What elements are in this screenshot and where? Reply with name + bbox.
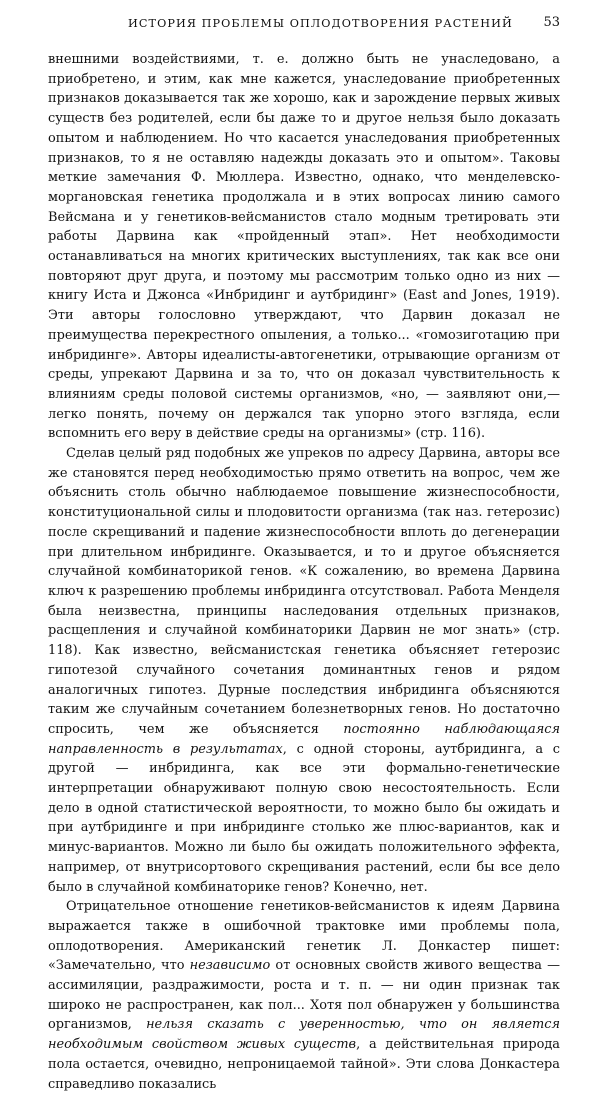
paragraph-3-text-a: Отрицательное отношение генетиков-вейсманистов к идеям Дарвина выражается также в ошибочной трактовке ими проблемы пола, оплодотворения. Американский генетик Л. Донкастер пишет: «Замечательно, что xyxy=(48,899,560,974)
paragraph-2-text-a: Сделав целый ряд подобных же упреков по адресу Дарвина, авторы все же становятся перед необходимостью прямо ответить на вопрос, чем же объяснить столь обычно наблюдаемое повышение жизнеспособности, конституциональной силы и плодовитости организма (так наз. гетерозис) после скрещиваний и падение жизнеспособности вплоть до дегенерации при длительном инбридинге. Оказывается, и то и другое объясняется случайной комбинаторикой генов. «К сожалению, во времена Дарвина ключ к разрешению проблемы инбридинга отсутствовал. Работа Менделя была неизвестна, принципы наследования отдельных признаков, расщепления и случайной комбинаторики Дарвин не мог знать» (стр. 118). Как известно, вейсманистская генетика объясняет гетерозис гипотезой случайного сочетания доминантных генов и рядом аналогичных гипотез. Дурные последствия инбридинга объясняются таким же случайным сочетанием болезнетворных генов. Но достаточно спросить, чем же объясняется xyxy=(48,446,560,737)
paragraph-2-text-b: , с одной стороны, аутбридинга, а с другой — инбридинга, как все эти формально-генетические интерпретации обнаруживают полную свою несостоятельность. Если дело в одной статистической вероятности, то можно было бы ожидать и при аутбридинге и при инбридинге столько же плюс-вариантов, как и минус-вариантов. Можно ли было бы ожидать положительного эффекта, например, от внутрисортового скрещивания растений, если бы все дело было в случайной комбинаторике генов? Конечно, нет. xyxy=(48,741,561,895)
paragraph-3 xyxy=(48,897,560,1094)
running-title: ИСТОРИЯ ПРОБЛЕМЫ ОПЛОДОТВОРЕНИЯ РАСТЕНИЙ xyxy=(128,17,513,30)
paragraph-3-text-b: от основных свойств живого вещества — ассимиляции, раздражимости, роста и т. п. — ни один признак так широко не распространен, как пол... Хотя пол обнаружен у большинства организмов, xyxy=(48,958,560,1033)
paragraph-3-emphasis-1: независимо xyxy=(189,958,271,974)
paragraph-1: внешними воздействиями, т. е. должно быть не унаследовано, а приобретено, и этим, как мне кажется, унаследование приобретенных признаков доказывается так же хорошо, как и зарождение первых живых существ без родителей, если бы даже то и другое нельзя было доказать опытом и наблюдением. Но что касается унаследования приобретенных признаков, то я не оставляю надежды доказать это и опытом». Таковы меткие замечания Ф. Мюллера. Известно, однако, что менделевско-моргановская генетика продолжала и в этих вопросах линию самого Вейсмана и у генетиков-вейсманистов стало модным третировать эти работы Дарвина как «пройденный этап». Нет необходимости останавливаться на многих критических выступлениях, так как все они повторяют друг друга, и поэтому мы рассмотрим только одно из них — книгу Иста и Джонса «Инбридинг и аутбридинг» (East and Jones, 1919). Эти авторы голословно утверждают, что Дарвин доказал не преимущества перекрестного опыления, а только... «гомозиготацию при инбридинге». Авторы идеалисты-автогенетики, отрывающие организм от среды, упрекают Дарвина и за то, что он доказал чувствительность к влияниям среды половой системы организмов, «но, — заявляют они,—легко понять, почему он держался так упорно этого взгляда, если вспомнить его веру в действие среды на организмы» (стр. 116). xyxy=(48,52,560,442)
paragraph-2 xyxy=(48,444,560,897)
paragraph-3-emphasis-2: нельзя сказать с уверенностью, что он является необходимым свойством живых существ xyxy=(48,1017,561,1053)
paragraph-3-text-c: , а действительная природа пола остается, очевидно, непроницаемой тайной». Эти слова Донкастера справедливо показались xyxy=(48,1037,560,1092)
body-text xyxy=(48,50,560,1094)
paragraph-2-emphasis: постоянно наблюдающаяся направленность в результатах xyxy=(48,721,560,757)
page-header xyxy=(48,14,560,36)
page-number: 53 xyxy=(543,15,560,30)
